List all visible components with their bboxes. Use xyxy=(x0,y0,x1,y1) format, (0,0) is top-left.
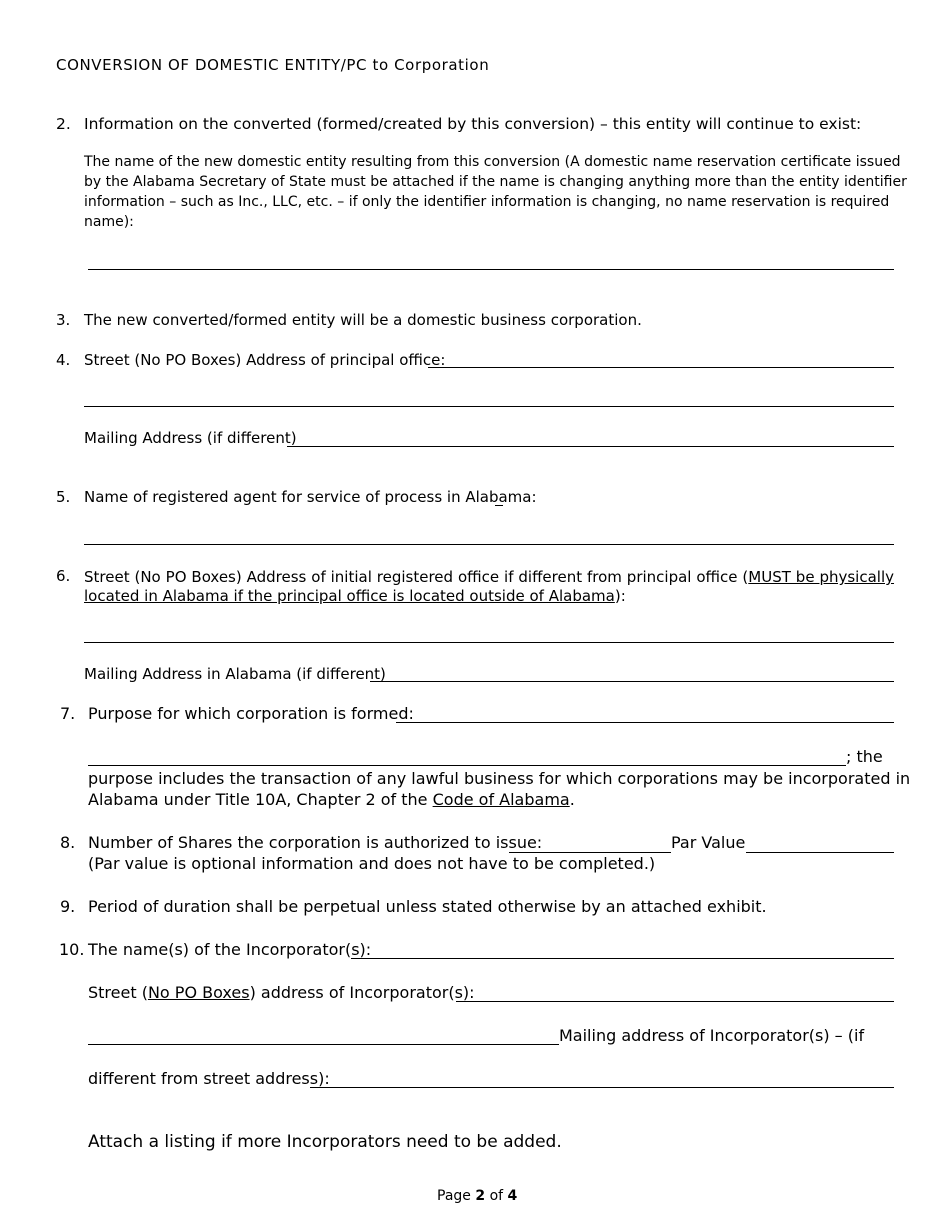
item-10-label: The name(s) of the Incorporator(s): xyxy=(88,940,372,959)
corporation-purpose-field[interactable] xyxy=(396,722,894,723)
principal-office-address-line-2-field[interactable] xyxy=(84,406,894,407)
item-10-number: 10. xyxy=(59,940,85,959)
item-3-number: 3. xyxy=(56,311,71,329)
item-6-mailing-label: Mailing Address in Alabama (if different) xyxy=(84,665,386,683)
item-2-sub-line-3: information – such as Inc., LLC, etc. – if only the identifier information is changing, no name reservation is required xyxy=(84,194,890,210)
item-8-label: Number of Shares the corporation is authorized to issue: xyxy=(88,833,543,852)
item-6-number: 6. xyxy=(56,567,71,585)
registered-office-address-field[interactable] xyxy=(84,642,894,643)
code-of-alabama-reference: Code of Alabama xyxy=(432,790,570,809)
page-number xyxy=(437,1188,517,1204)
item-4-number: 4. xyxy=(56,351,71,369)
item-6-label-underlined-2: located in Alabama if the principal office is located outside of Alabama xyxy=(84,587,615,605)
par-value-label: Par Value xyxy=(671,833,746,852)
registered-office-mailing-field[interactable] xyxy=(370,681,894,682)
item-7-line-3-pre: Alabama under Title 10A, Chapter 2 of the xyxy=(88,790,433,809)
item-4-mailing-label: Mailing Address (if different) xyxy=(84,429,297,447)
item-6-label-pre: Street (No PO Boxes) Address of initial registered office if different from principal office ( xyxy=(84,568,749,586)
item-10-mailing-label: Mailing address of Incorporator(s) – (if xyxy=(559,1026,865,1045)
new-entity-name-field[interactable] xyxy=(88,269,894,270)
authorized-shares-field[interactable] xyxy=(509,852,671,853)
item-6-label-line-2 xyxy=(84,587,626,605)
item-10-street-label xyxy=(88,983,475,1002)
item-2-text: Information on the converted (formed/created by this conversion) – this entity will continue to exist: xyxy=(84,115,862,133)
incorporator-names-field[interactable] xyxy=(351,958,894,959)
current-page: 2 xyxy=(475,1188,486,1204)
item-7-number: 7. xyxy=(60,704,76,723)
page-word: Page xyxy=(437,1188,471,1204)
item-6-label-underlined-1: MUST be physically xyxy=(748,568,895,586)
item-2-sub-line-4: name): xyxy=(84,214,134,230)
item-2-number: 2. xyxy=(56,115,71,133)
item-10-street-pre: Street ( xyxy=(88,983,148,1002)
item-9-text: Period of duration shall be perpetual unless stated otherwise by an attached exhibit. xyxy=(88,897,767,916)
item-4-label: Street (No PO Boxes) Address of principal office: xyxy=(84,351,446,369)
incorporator-street-address-line-2-field[interactable] xyxy=(88,1044,559,1045)
incorporator-street-address-field[interactable] xyxy=(456,1001,894,1002)
registered-agent-field-start[interactable] xyxy=(495,505,503,506)
item-6-label-post: ): xyxy=(614,587,626,605)
item-10-street-post: ) address of Incorporator(s): xyxy=(249,983,475,1002)
incorporator-mailing-address-field[interactable] xyxy=(310,1087,894,1088)
principal-mailing-address-field[interactable] xyxy=(287,446,894,447)
item-10-street-underlined: No PO Boxes xyxy=(147,983,250,1002)
item-3-text: The new converted/formed entity will be a domestic business corporation. xyxy=(84,311,642,329)
item-8-number: 8. xyxy=(60,833,76,852)
attach-listing-note: Attach a listing if more Incorporators need to be added. xyxy=(88,1132,562,1152)
item-7-line-3 xyxy=(88,790,575,809)
item-5-label: Name of registered agent for service of process in Alabama: xyxy=(84,488,537,506)
item-10-different-label: different from street address): xyxy=(88,1069,330,1088)
principal-office-address-field[interactable] xyxy=(428,367,894,368)
total-pages: 4 xyxy=(507,1188,518,1204)
item-7-label: Purpose for which corporation is formed: xyxy=(88,704,414,723)
item-7-tail: ; the xyxy=(846,747,883,766)
registered-agent-name-field[interactable] xyxy=(84,544,894,545)
corporation-purpose-line-2-field[interactable] xyxy=(88,765,846,766)
par-value-field[interactable] xyxy=(746,852,894,853)
item-2-sub-line-2: by the Alabama Secretary of State must be attached if the name is changing anything more than the entity identifier xyxy=(84,174,907,190)
item-8-note: (Par value is optional information and does not have to be completed.) xyxy=(88,854,656,873)
item-7-line-2: purpose includes the transaction of any lawful business for which corporations may be incorporated in xyxy=(88,769,911,788)
item-7-line-3-post: . xyxy=(569,790,575,809)
form-header-title: CONVERSION OF DOMESTIC ENTITY/PC to Corporation xyxy=(56,56,490,74)
of-word: of xyxy=(489,1188,504,1204)
item-6-label-line-1 xyxy=(84,567,894,587)
item-5-number: 5. xyxy=(56,488,71,506)
item-2-sub-line-1: The name of the new domestic entity resulting from this conversion (A domestic name reservation certificate issued xyxy=(84,154,901,170)
item-9-number: 9. xyxy=(60,897,76,916)
